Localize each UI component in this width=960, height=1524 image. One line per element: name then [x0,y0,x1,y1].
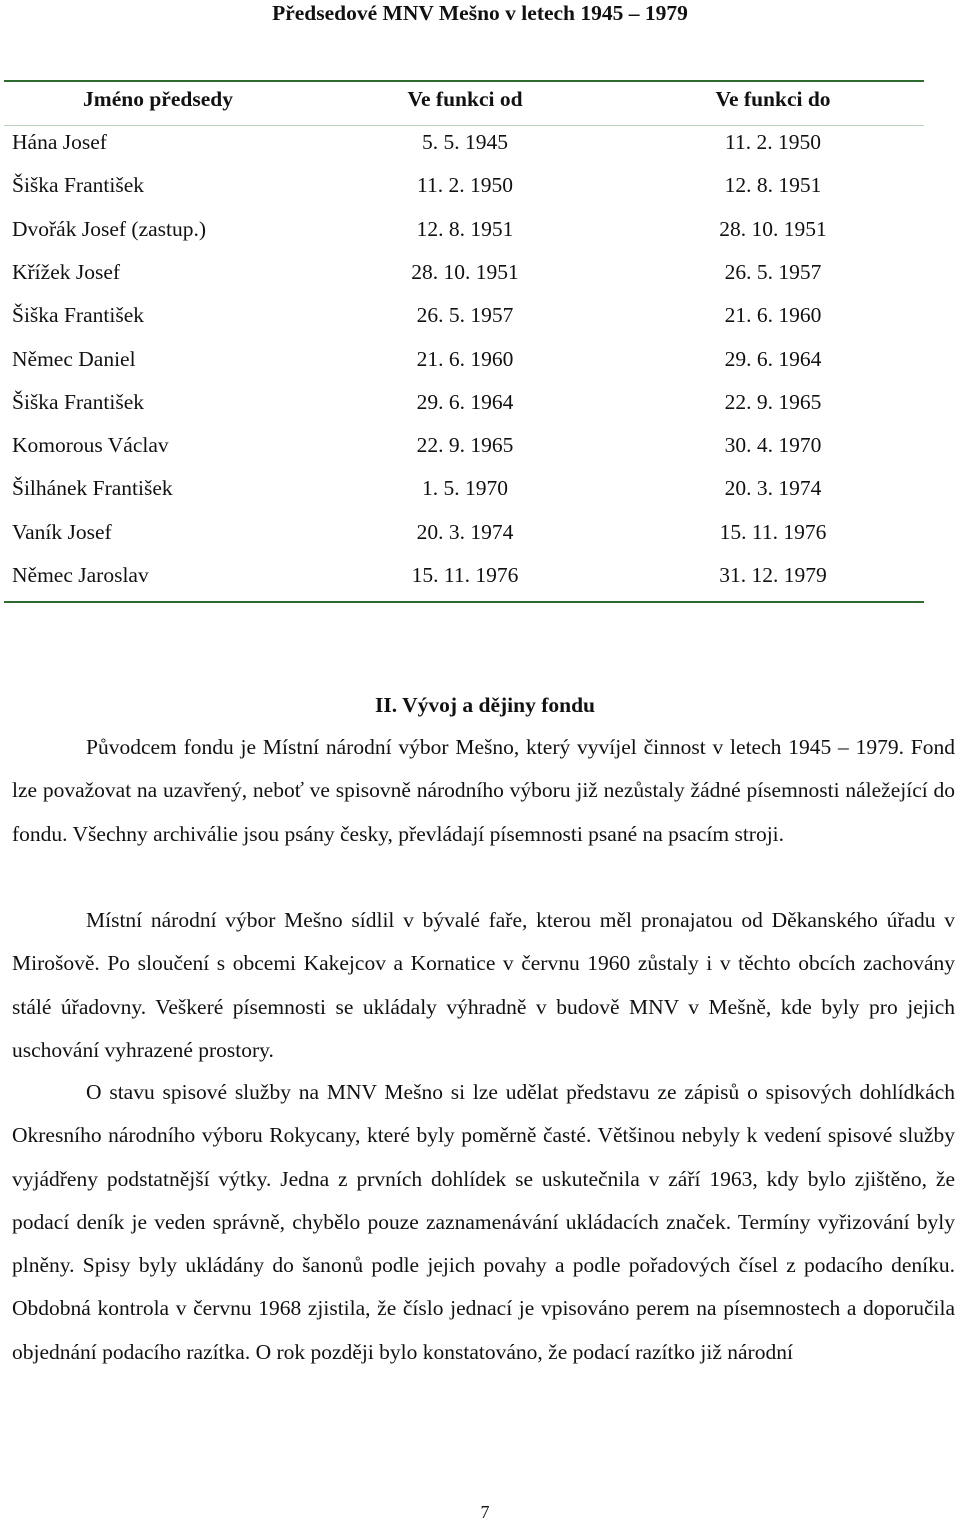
to-cell: 22. 9. 1965 [724,389,822,414]
from-cell: 1. 5. 1970 [422,476,508,501]
header-from: Ve funkci od [407,87,523,111]
paragraph: O stavu spisové služby na MNV Mešno si lze udělat představu ze zápisů o spisových dohlídkách Okresního národního výboru Rokycany, které byly poměrně časté. Většinou nebyly k vedení spisové služby vyjádřeny podstatnější výtky. Jedna z prvních dohlídek se uskutečnila v září 1963, kdy bylo zjištěno, že podací deník je veden správně, chybělo pouze zaznamenávání ukládacích značek. Termíny vyřizování byly plněny. Spisy byly ukládány do šanonů podle jejich povahy a podle pořadových čísel z podacího deníku. Obdobná kontrola v červnu 1968 zjistila, že číslo jednací je vpisováno perem na písemnostech a doporučila objednání podacího razítka. O rok později bylo konstatováno, že podací razítko již národní [12,1080,955,1364]
name-cell: Křížek Josef [12,259,121,284]
name-cell: Šiška František [12,173,144,198]
table-bottom-rule [4,601,924,603]
to-cell: 29. 6. 1964 [724,346,822,371]
name-cell: Dvořák Josef (zastup.) [12,216,207,241]
table-row [0,300,960,330]
to-cell: 20. 3. 1974 [724,476,822,501]
to-cell: 30. 4. 1970 [724,433,822,458]
name-cell: Němec Daniel [12,346,136,371]
to-cell: 15. 11. 1976 [719,519,827,544]
header-to: Ve funkci do [715,87,831,111]
to-cell: 11. 2. 1950 [725,130,821,154]
name-cell: Šiška František [12,303,144,328]
header-name: Jméno předsedy [83,87,233,111]
table-row [0,257,960,287]
paragraph: Místní národní výbor Mešno sídlil v bývalé faře, kterou měl pronajatou od Děkanského úřadu v Mirošově. Po sloučení s obcemi Kakejcov a Kornatice v červnu 1960 zůstaly i v těchto obcích zachovány stálé úřadovny. Veškeré písemnosti se ukládaly výhradně v budově MNV v Mešně, kde byly pro jejich uschování vyhrazené prostory. [12,908,955,1062]
from-cell: 11. 2. 1950 [417,173,513,198]
table-row [0,560,960,590]
from-cell: 29. 6. 1964 [416,389,514,414]
from-cell: 22. 9. 1965 [416,433,514,458]
from-cell: 15. 11. 1976 [411,563,519,587]
from-cell: 5. 5. 1945 [422,130,508,154]
from-cell: 21. 6. 1960 [416,346,514,371]
table-row [0,430,960,460]
name-cell: Komorous Václav [12,433,169,458]
name-cell: Šilhánek František [12,476,173,501]
name-cell: Vaník Josef [12,519,112,544]
table-header-rule [4,125,924,126]
name-cell: Šiška František [12,389,144,414]
table-row [0,170,960,200]
table-row [0,127,960,157]
from-cell: 12. 8. 1951 [416,216,514,241]
to-cell: 21. 6. 1960 [724,303,822,328]
to-cell: 28. 10. 1951 [719,216,827,241]
table-header-row [0,84,960,114]
paragraph: Původcem fondu je Místní národní výbor Mešno, který vyvíjel činnost v letech 1945 – 1979. Fond lze považovat na uzavřený, neboť ve spisovně národního výboru již nezůstaly žádné písemnosti náležející do fondu. Všechny archiválie jsou psány česky, převládají písemnosti psané na psacím stroji. [12,735,955,846]
table-row [0,517,960,547]
table-row [0,387,960,417]
to-cell: 31. 12. 1979 [719,563,827,587]
section-title: II. Vývoj a dějiny fondu [374,693,596,717]
table-top-rule [4,80,924,82]
to-cell: 12. 8. 1951 [724,173,822,198]
table-row [0,214,960,244]
table-row [0,344,960,374]
page-title: Předsedové MNV Mešno v letech 1945 – 1979 [272,1,688,25]
page-number: 7 [480,1502,490,1522]
name-cell: Hána Josef [12,130,107,154]
name-cell: Němec Jaroslav [12,563,149,587]
from-cell: 26. 5. 1957 [416,303,514,328]
to-cell: 26. 5. 1957 [724,259,822,284]
from-cell: 20. 3. 1974 [416,519,514,544]
table-row [0,473,960,503]
from-cell: 28. 10. 1951 [411,259,519,284]
